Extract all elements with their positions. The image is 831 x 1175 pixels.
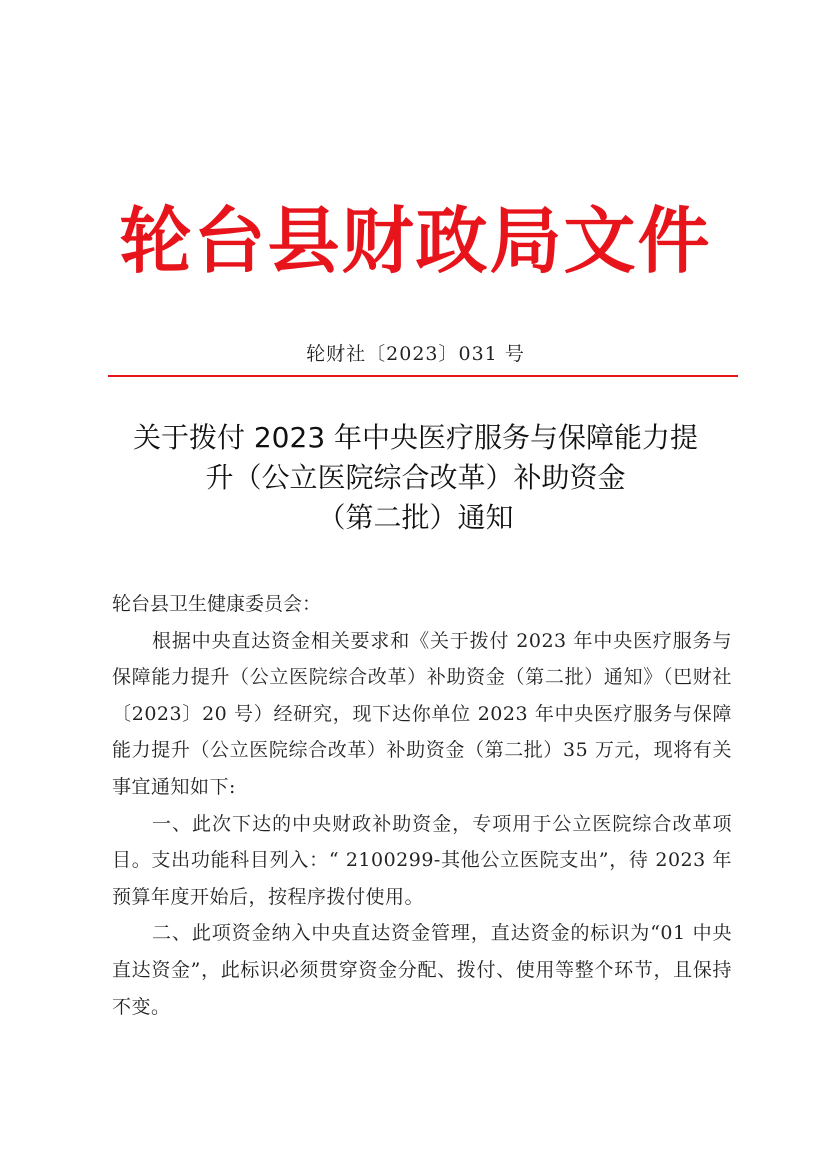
notice-title [100, 418, 731, 538]
body-paragraph: 一、此次下达的中央财政补助资金，专项用于公立医院综合改革项目。支出功能科目列入：“ 2100299-其他公立医院支出”，待 2023 年预算年度开始后，按程序拨付使用。 [112, 812, 732, 908]
notice-title-line: 关于拨付 2023 年中央医疗服务与保障能力提 [132, 421, 699, 454]
notice-title-line: （第二批）通知 [317, 501, 514, 534]
body-paragraph: 根据中央直达资金相关要求和《关于拨付 2023 年中央医疗服务与保障能力提升（公立医院综合改革）补助资金（第二批）通知》（巴财社〔2023〕20 号）经研究，现下达你单位 2023 年中央医疗服务与保障能力提升（公立医院综合改革）补助资金（第二批）35 万元，现将有关事宜通知如下: [112, 629, 732, 798]
body-paragraph: 二、此项资金纳入中央直达资金管理，直达资金的标识为“01 中央直达资金”，此标识必须贯穿资金分配、拨付、使用等整个环节，且保持不变。 [112, 922, 732, 1018]
document-number: 轮财社〔2023〕031 号 [306, 343, 525, 365]
notice-body [112, 586, 732, 1025]
notice-title-line: 升（公立医院综合改革）补助资金 [205, 461, 626, 494]
header-red-rule [108, 375, 738, 377]
issuer-header-title: 轮台县财政局文件 [119, 198, 712, 283]
salutation: 轮台县卫生健康委员会： [112, 593, 322, 615]
